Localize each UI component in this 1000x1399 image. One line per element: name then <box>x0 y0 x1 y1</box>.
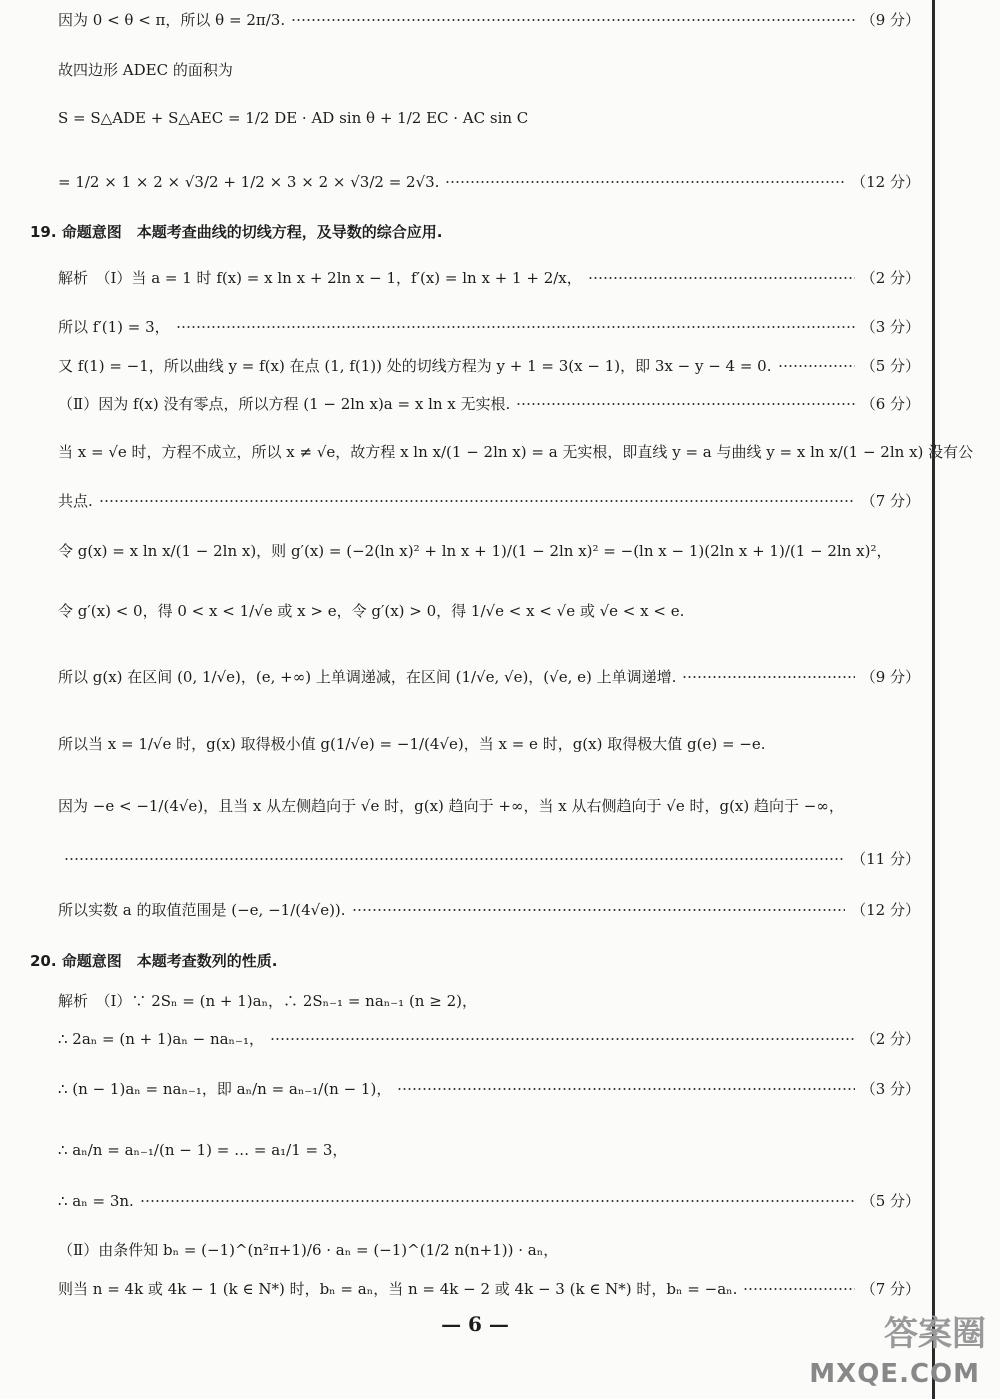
solution-line <box>58 394 920 414</box>
solution-line <box>58 734 920 754</box>
score-label: （12 分） <box>851 901 920 919</box>
solution-line <box>58 60 920 80</box>
line-text: 故四边形 ADEC 的面积为 <box>58 61 233 79</box>
leader-dots <box>397 1088 854 1090</box>
solution-line <box>58 317 920 337</box>
line-text: 令 g′(x) < 0，得 0 < x < 1/√e 或 x > e，令 g′(x) > 0，得 1/√e < x < √e 或 √e < x < e. <box>58 602 685 620</box>
line-text: 20. 命题意图 本题考查数列的性质. <box>30 952 278 970</box>
solution-line <box>58 796 920 816</box>
leader-dots <box>291 19 855 21</box>
line-text: ∴ (n − 1)aₙ = naₙ₋₁，即 aₙ/n = aₙ₋₁/(n − 1)， <box>58 1080 392 1098</box>
line-text: = 1/2 × 1 × 2 × √3/2 + 1/2 × 3 × 2 × √3/2 = 2√3. <box>58 173 440 191</box>
line-text: 所以 f′(1) = 3， <box>58 318 170 336</box>
line-text: 则当 n = 4k 或 4k − 1 (k ∈ N*) 时，bₙ = aₙ，当 n = 4k − 2 或 4k − 3 (k ∈ N*) 时，bₙ = −aₙ. <box>58 1280 738 1298</box>
score-label: （2 分） <box>860 1030 920 1048</box>
line-text: 所以实数 a 的取值范围是 (−e, −1/(4√e)). <box>58 901 346 919</box>
solution-line <box>58 1279 920 1299</box>
solution-line <box>58 667 920 687</box>
score-label: （2 分） <box>860 269 920 287</box>
line-text: 19. 命题意图 本题考查曲线的切线方程，及导数的综合应用. <box>30 223 443 241</box>
leader-dots <box>140 1200 855 1202</box>
leader-dots <box>516 403 854 405</box>
right-margin-rule <box>932 0 935 1399</box>
line-text: （Ⅱ）由条件知 bₙ = (−1)^(n²π+1)/6 · aₙ = (−1)^(1/2 n(n+1)) · aₙ， <box>58 1241 559 1259</box>
line-text: 当 x = √e 时，方程不成立，所以 x ≠ √e，故方程 x ln x/(1 − 2ln x) = a 无实根，即直线 y = a 与曲线 y = x ln x/(1 − 2ln x) 没有公 <box>58 443 974 461</box>
page-number: — 6 — <box>441 1312 509 1336</box>
solution-line <box>58 172 920 192</box>
solution-line <box>58 356 920 376</box>
score-label: （5 分） <box>860 357 920 375</box>
solution-line <box>58 1029 920 1049</box>
score-label: （7 分） <box>860 1280 920 1298</box>
solution-line <box>58 991 920 1011</box>
solution-line <box>58 1079 920 1099</box>
line-text: 解析 （Ⅰ）当 a = 1 时 f(x) = x ln x + 2ln x − 1，f′(x) = ln x + 1 + 2/x， <box>58 269 582 287</box>
section-heading <box>30 222 920 242</box>
watermark-cn: 答案圈 <box>884 1314 986 1354</box>
solution-line <box>58 900 920 920</box>
score-label: （11 分） <box>851 850 920 868</box>
line-text: ∴ aₙ = 3n. <box>58 1192 134 1210</box>
line-text: 解析 （Ⅰ）∵ 2Sₙ = (n + 1)aₙ，∴ 2Sₙ₋₁ = naₙ₋₁ (n ≥ 2)， <box>58 992 477 1010</box>
leader-dots <box>778 365 855 367</box>
score-label: （3 分） <box>860 318 920 336</box>
solution-line <box>58 1240 920 1260</box>
score-label: （5 分） <box>860 1192 920 1210</box>
score-label: （12 分） <box>851 173 920 191</box>
score-label: （3 分） <box>860 1080 920 1098</box>
line-text: 因为 −e < −1/(4√e)，且当 x 从左侧趋向于 √e 时，g(x) 趋向于 +∞，当 x 从右侧趋向于 √e 时，g(x) 趋向于 −∞， <box>58 797 844 815</box>
leader-dots <box>270 1038 855 1040</box>
solution-line <box>58 541 920 561</box>
solution-line <box>58 491 920 511</box>
section-heading <box>30 951 920 971</box>
solution-line <box>58 442 974 462</box>
leader-dots <box>99 500 855 502</box>
leader-dots <box>352 909 846 911</box>
score-label: （7 分） <box>860 492 920 510</box>
line-text: 又 f(1) = −1，所以曲线 y = f(x) 在点 (1, f(1)) 处的切线方程为 y + 1 = 3(x − 1)，即 3x − y − 4 = 0. <box>58 357 772 375</box>
leader-dots <box>743 1288 854 1290</box>
line-text: 所以当 x = 1/√e 时，g(x) 取得极小值 g(1/√e) = −1/(4√e)，当 x = e 时，g(x) 取得极大值 g(e) = −e. <box>58 735 766 753</box>
line-text: 令 g(x) = x ln x/(1 − 2ln x)，则 g′(x) = (−2(ln x)² + ln x + 1)/(1 − 2ln x)² = −(ln x − 1)(2ln x + 1)/(1 − 2ln x)²， <box>58 542 892 560</box>
solution-line <box>58 1191 920 1211</box>
solution-line <box>58 268 920 288</box>
score-label: （6 分） <box>860 395 920 413</box>
score-label: （9 分） <box>860 668 920 686</box>
leader-dots <box>682 676 854 678</box>
solution-line <box>58 849 920 869</box>
line-text: ∴ 2aₙ = (n + 1)aₙ − naₙ₋₁， <box>58 1030 264 1048</box>
solution-line <box>58 10 920 30</box>
watermark-url: MXQE.COM <box>809 1359 980 1389</box>
leader-dots <box>588 277 855 279</box>
score-label: （9 分） <box>860 11 920 29</box>
solution-line <box>58 108 920 128</box>
solution-line <box>58 601 920 621</box>
line-text: ∴ aₙ/n = aₙ₋₁/(n − 1) = … = a₁/1 = 3， <box>58 1141 348 1159</box>
line-text: S = S△ADE + S△AEC = 1/2 DE · AD sin θ + 1/2 EC · AC sin C <box>58 109 529 127</box>
leader-dots <box>445 181 845 183</box>
leader-dots <box>176 326 855 328</box>
line-text: 所以 g(x) 在区间 (0, 1/√e)，(e, +∞) 上单调递减，在区间 (1/√e, √e)，(√e, e) 上单调递增. <box>58 668 677 686</box>
leader-dots <box>64 858 845 860</box>
line-text: （Ⅱ）因为 f(x) 没有零点，所以方程 (1 − 2ln x)a = x ln x 无实根. <box>58 395 511 413</box>
solution-line <box>58 1140 920 1160</box>
line-text: 因为 0 < θ < π，所以 θ = 2π/3. <box>58 11 286 29</box>
line-text: 共点. <box>58 492 93 510</box>
